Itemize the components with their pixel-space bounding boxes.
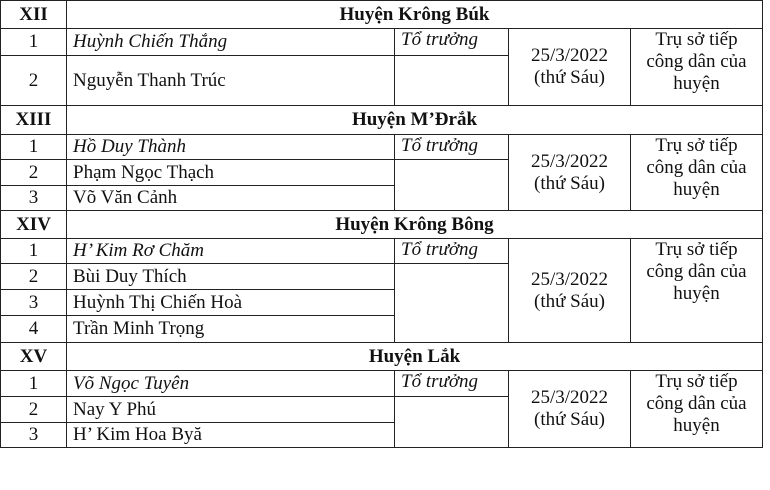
row-number: 3 — [1, 186, 67, 211]
member-name: Hồ Duy Thành — [67, 135, 395, 160]
member-name: Trần Minh Trọng — [67, 316, 395, 343]
place-line: công dân của — [646, 51, 747, 72]
row-number: 1 — [1, 371, 67, 397]
place-line: huyện — [673, 415, 720, 436]
row-number: 2 — [1, 264, 67, 290]
place-line: Trụ sở tiếp — [655, 135, 738, 156]
row-number: 2 — [1, 56, 67, 106]
member-position: Tổ trưởng — [395, 239, 509, 264]
member-name: Huỳnh Thị Chiến Hoà — [67, 290, 395, 316]
section-header-row — [1, 1, 763, 29]
row-number: 4 — [1, 316, 67, 343]
date-value: 25/3/2022 — [530, 45, 609, 66]
section-title: Huyện M’Đrắk — [67, 106, 763, 135]
date-value: 25/3/2022 — [530, 387, 609, 408]
member-name: H’ Kim Rơ Chăm — [67, 239, 395, 264]
section-title: Huyện Krông Búk — [67, 1, 763, 29]
row-number: 3 — [1, 423, 67, 448]
member-name: Võ Văn Cảnh — [67, 186, 395, 211]
meeting-date — [509, 239, 631, 343]
position-blank — [395, 397, 509, 448]
section-title: Huyện Krông Bông — [67, 211, 763, 239]
place-line: Trụ sở tiếp — [655, 371, 738, 392]
weekday-value: (thứ Sáu) — [534, 172, 605, 194]
section-roman: XIII — [1, 106, 67, 135]
section-roman: XII — [1, 1, 67, 29]
table-row — [1, 29, 763, 56]
member-name: H’ Kim Hoa Byă — [67, 423, 395, 448]
meeting-place — [631, 29, 763, 106]
meeting-place — [631, 371, 763, 448]
row-number: 1 — [1, 135, 67, 160]
member-position: Tổ trưởng — [395, 371, 509, 397]
row-number: 2 — [1, 397, 67, 423]
row-number: 1 — [1, 239, 67, 264]
weekday-value: (thứ Sáu) — [534, 67, 605, 88]
member-position: Tổ trưởng — [395, 29, 509, 56]
section-header-row — [1, 343, 763, 371]
section-roman: XIV — [1, 211, 67, 239]
member-name: Bùi Duy Thích — [67, 264, 395, 290]
position-blank — [395, 160, 509, 211]
place-line: huyện — [673, 179, 720, 200]
position-blank — [395, 264, 509, 343]
table-row — [1, 371, 763, 397]
place-line: Trụ sở tiếp — [655, 29, 738, 50]
row-number: 1 — [1, 29, 67, 56]
place-line: công dân của — [646, 393, 747, 414]
section-roman: XV — [1, 343, 67, 371]
member-name: Võ Ngọc Tuyên — [67, 371, 395, 397]
position-blank — [395, 56, 509, 106]
section-header-row — [1, 211, 763, 239]
section-header-row — [1, 106, 763, 135]
place-line: huyện — [673, 283, 720, 304]
row-number: 3 — [1, 290, 67, 316]
member-name: Nay Y Phú — [67, 397, 395, 423]
row-number: 2 — [1, 160, 67, 186]
date-value: 25/3/2022 — [530, 268, 609, 290]
section-title: Huyện Lắk — [67, 343, 763, 371]
member-name: Phạm Ngọc Thạch — [67, 160, 395, 186]
meeting-date — [509, 371, 631, 448]
member-name: Nguyễn Thanh Trúc — [67, 56, 395, 106]
weekday-value: (thứ Sáu) — [534, 409, 605, 430]
place-line: công dân của — [646, 157, 747, 178]
weekday-value: (thứ Sáu) — [534, 290, 605, 312]
date-value: 25/3/2022 — [530, 150, 609, 172]
meeting-date — [509, 135, 631, 211]
member-position: Tổ trưởng — [395, 135, 509, 160]
meeting-date — [509, 29, 631, 106]
meeting-place — [631, 239, 763, 343]
table-row — [1, 239, 763, 264]
meeting-place — [631, 135, 763, 211]
table-row — [1, 135, 763, 160]
place-line: Trụ sở tiếp — [655, 239, 738, 260]
place-line: công dân của — [646, 261, 747, 282]
member-name: Huỳnh Chiến Thắng — [67, 29, 395, 56]
place-line: huyện — [673, 73, 720, 94]
